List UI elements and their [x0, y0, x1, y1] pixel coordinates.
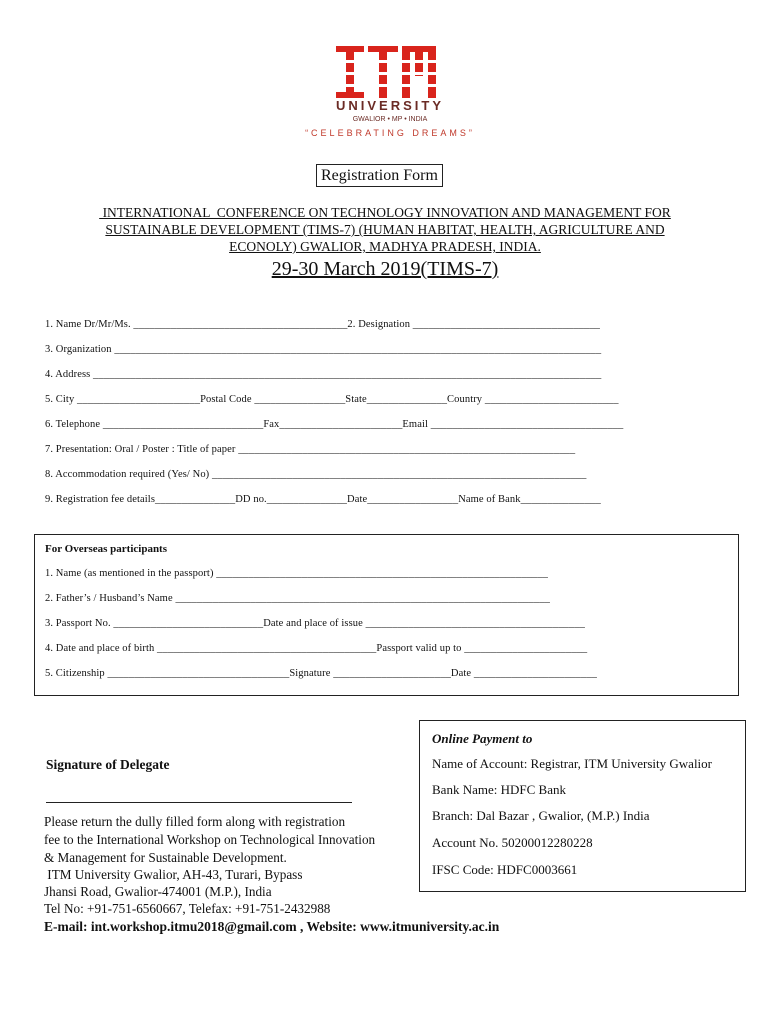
accommodation-field[interactable]: 8. Accommodation required (Yes/ No) ______________________________________________________________________: [45, 469, 587, 480]
itm-logo-mark: [336, 46, 436, 100]
payment-title: Online Payment to: [432, 731, 533, 746]
note-line: Jhansi Road, Gwalior-474001 (M.P.), India: [44, 884, 272, 899]
address-field[interactable]: 4. Address _______________________________________________________________________________________________: [45, 369, 602, 380]
logo-tagline: “CELEBRATING DREAMS”: [305, 128, 475, 138]
father-husband-name-field[interactable]: 2. Father’s / Husband’s Name ______________________________________________________________________: [45, 593, 550, 604]
logo-location-text: GWALIOR • MP • INDIA: [352, 116, 428, 123]
conference-date: 29-30 March 2019(TIMS-7): [271, 258, 499, 280]
signature-label: Signature of Delegate: [46, 757, 170, 772]
note-line: Tel No: +91-751-6560667, Telefax: +91-751-2432988: [44, 901, 331, 916]
citizenship-signature-field[interactable]: 5. Citizenship __________________________________Signature ______________________Date _______________________: [45, 668, 597, 679]
note-line: & Management for Sustainable Development.: [44, 850, 287, 865]
payment-ifsc-code: IFSC Code: HDFC0003661: [432, 862, 578, 877]
note-line: ITM University Gwalior, AH-43, Turari, Bypass: [44, 867, 303, 882]
telephone-fax-email-field[interactable]: 6. Telephone ______________________________Fax_______________________Email ____________________________________: [45, 419, 624, 430]
name-designation-field[interactable]: 1. Name Dr/Mr/Ms. ________________________________________2. Designation ___________________________________: [45, 319, 601, 330]
logo-university-text: UNIVERSITY: [335, 98, 444, 113]
overseas-title: For Overseas participants: [45, 543, 168, 555]
email-label: E-mail:: [44, 919, 91, 934]
payment-branch: Branch: Dal Bazar , Gwalior, (M.P.) India: [432, 808, 650, 823]
registration-fee-field[interactable]: 9. Registration fee details_______________DD no._______________Date_________________Name of Bank_______________: [45, 494, 601, 505]
conference-title: [40, 204, 730, 255]
note-line: fee to the International Workshop on Technological Innovation: [44, 832, 376, 847]
passport-number-field[interactable]: 3. Passport No. ____________________________Date and place of issue _________________________________________: [45, 618, 585, 629]
city-postal-state-country-field[interactable]: 5. City _______________________Postal Code _________________State_______________Country _________________________: [45, 394, 619, 405]
payment-bank-name: Bank Name: HDFC Bank: [432, 782, 566, 797]
conference-title-line: SUSTAINABLE DEVELOPMENT (TIMS-7) (HUMAN HABITAT, HEALTH, AGRICULTURE AND: [105, 222, 665, 237]
itm-university-logo: [300, 40, 480, 150]
conference-title-line: ECONOLY) GWALIOR, MADHYA PRADESH, INDIA.: [229, 239, 541, 254]
payment-account-name: Name of Account: Registrar, ITM University Gwalior: [432, 756, 712, 771]
email-link[interactable]: int.workshop.itmu2018@gmail.com: [90, 919, 297, 934]
website-label: , Website:: [296, 919, 361, 934]
presentation-field[interactable]: 7. Presentation: Oral / Poster : Title of paper _______________________________________________________________: [45, 444, 576, 455]
birth-passport-valid-field[interactable]: 4. Date and place of birth _________________________________________Passport valid up to _______________________: [45, 643, 588, 654]
signature-line[interactable]: [46, 802, 352, 803]
contact-line: [44, 919, 499, 935]
note-line: Please return the dully filled form along with registration: [44, 814, 346, 829]
conference-title-line: INTERNATIONAL CONFERENCE ON TECHNOLOGY INNOVATION AND MANAGEMENT FOR: [99, 205, 671, 220]
passport-name-field[interactable]: 1. Name (as mentioned in the passport) ______________________________________________________________: [45, 568, 548, 579]
form-title: Registration Form: [316, 164, 443, 187]
payment-account-number: Account No. 50200012280228: [432, 835, 593, 850]
organization-field[interactable]: 3. Organization ___________________________________________________________________________________________: [45, 344, 602, 355]
website-link[interactable]: www.itmuniversity.ac.in: [360, 919, 500, 934]
